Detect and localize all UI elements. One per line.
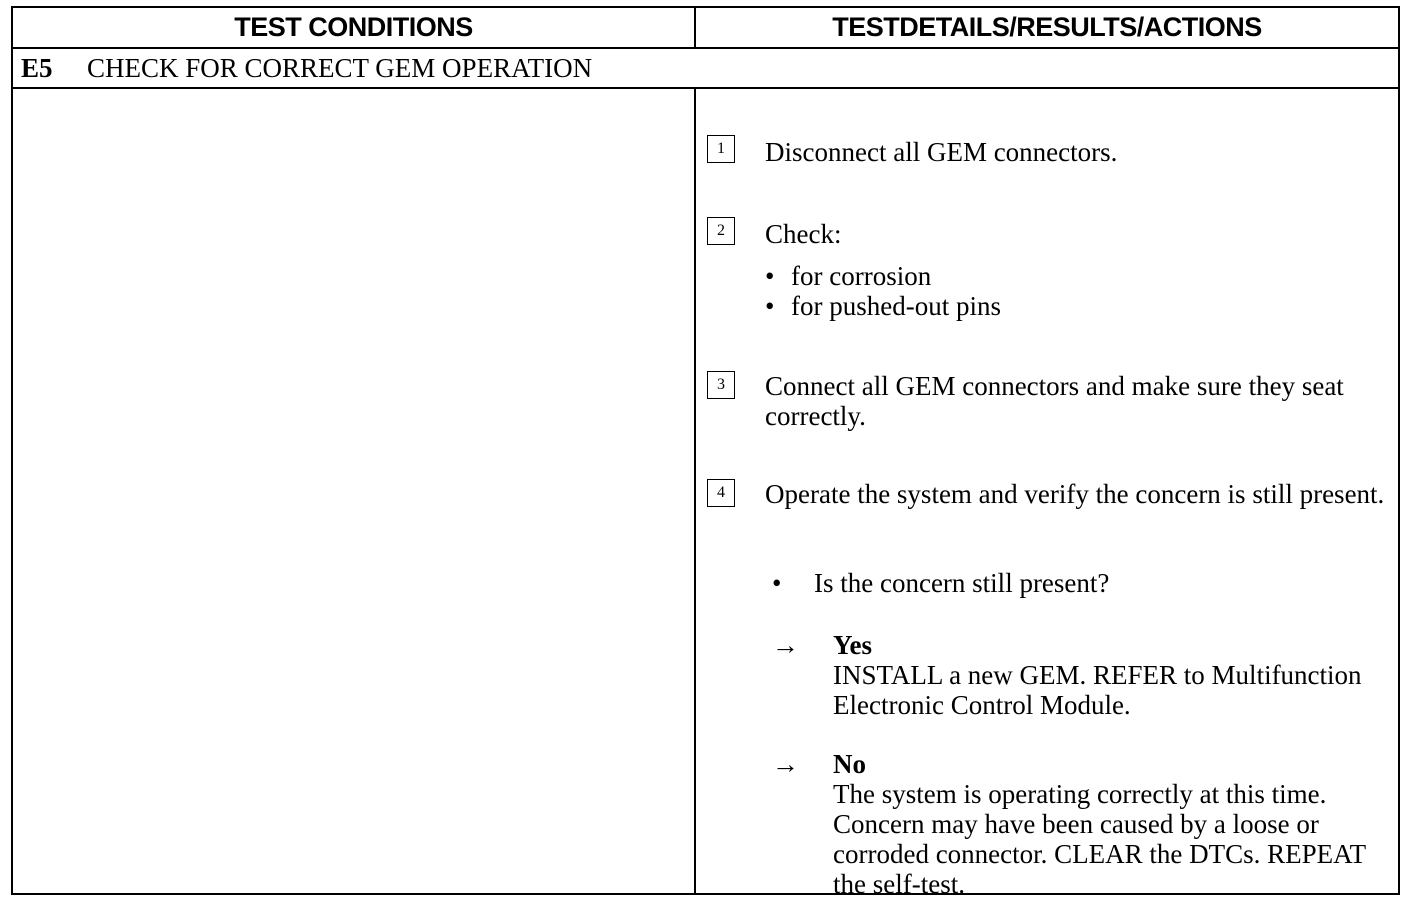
question-row — [772, 568, 1109, 598]
step-text: Connect all GEM connectors and make sure they seat correctly. — [765, 371, 1344, 431]
branch-text: INSTALL a new GEM. REFER to Multifunction Electronic Control Module. — [833, 660, 1362, 720]
bullet-item: • for pushed-out pins — [765, 291, 1001, 321]
step-text: Check: — [765, 219, 842, 249]
arrow-right-icon: → — [772, 749, 799, 779]
test-table — [11, 6, 1400, 899]
test-conditions-cell — [13, 89, 696, 893]
step-title: CHECK FOR CORRECT GEM OPERATION — [87, 52, 593, 83]
branch-label: No — [833, 749, 866, 779]
check-bullet-list — [765, 261, 1001, 321]
step-text: Operate the system and verify the concern is still present. — [765, 479, 1385, 509]
arrow-right-icon: → — [772, 630, 799, 660]
step-number-box: 3 — [707, 371, 735, 399]
step-number-box: 4 — [707, 479, 735, 507]
branch-text: The system is operating correctly at this time. Concern may have been caused by a loose or corroded connector. CLEAR the DTCs. REPEAT the self-test. — [833, 779, 1366, 899]
test-details-cell — [696, 89, 1398, 899]
step-title-row — [13, 49, 1398, 89]
bullet-dot: • — [772, 568, 782, 598]
bullet-item: • for corrosion — [765, 261, 1001, 291]
question-text: Is the concern still present? — [814, 568, 1110, 598]
table-header — [13, 8, 1398, 49]
header-test-details: TESTDETAILS/RESULTS/ACTIONS — [832, 12, 1262, 42]
step-number-box: 1 — [707, 135, 735, 163]
step-code: E5 — [21, 52, 53, 83]
header-test-conditions: TEST CONDITIONS — [13, 8, 696, 47]
step-text: Disconnect all GEM connectors. — [765, 137, 1118, 167]
branch-label: Yes — [833, 630, 872, 660]
step-number-box: 2 — [707, 217, 735, 245]
